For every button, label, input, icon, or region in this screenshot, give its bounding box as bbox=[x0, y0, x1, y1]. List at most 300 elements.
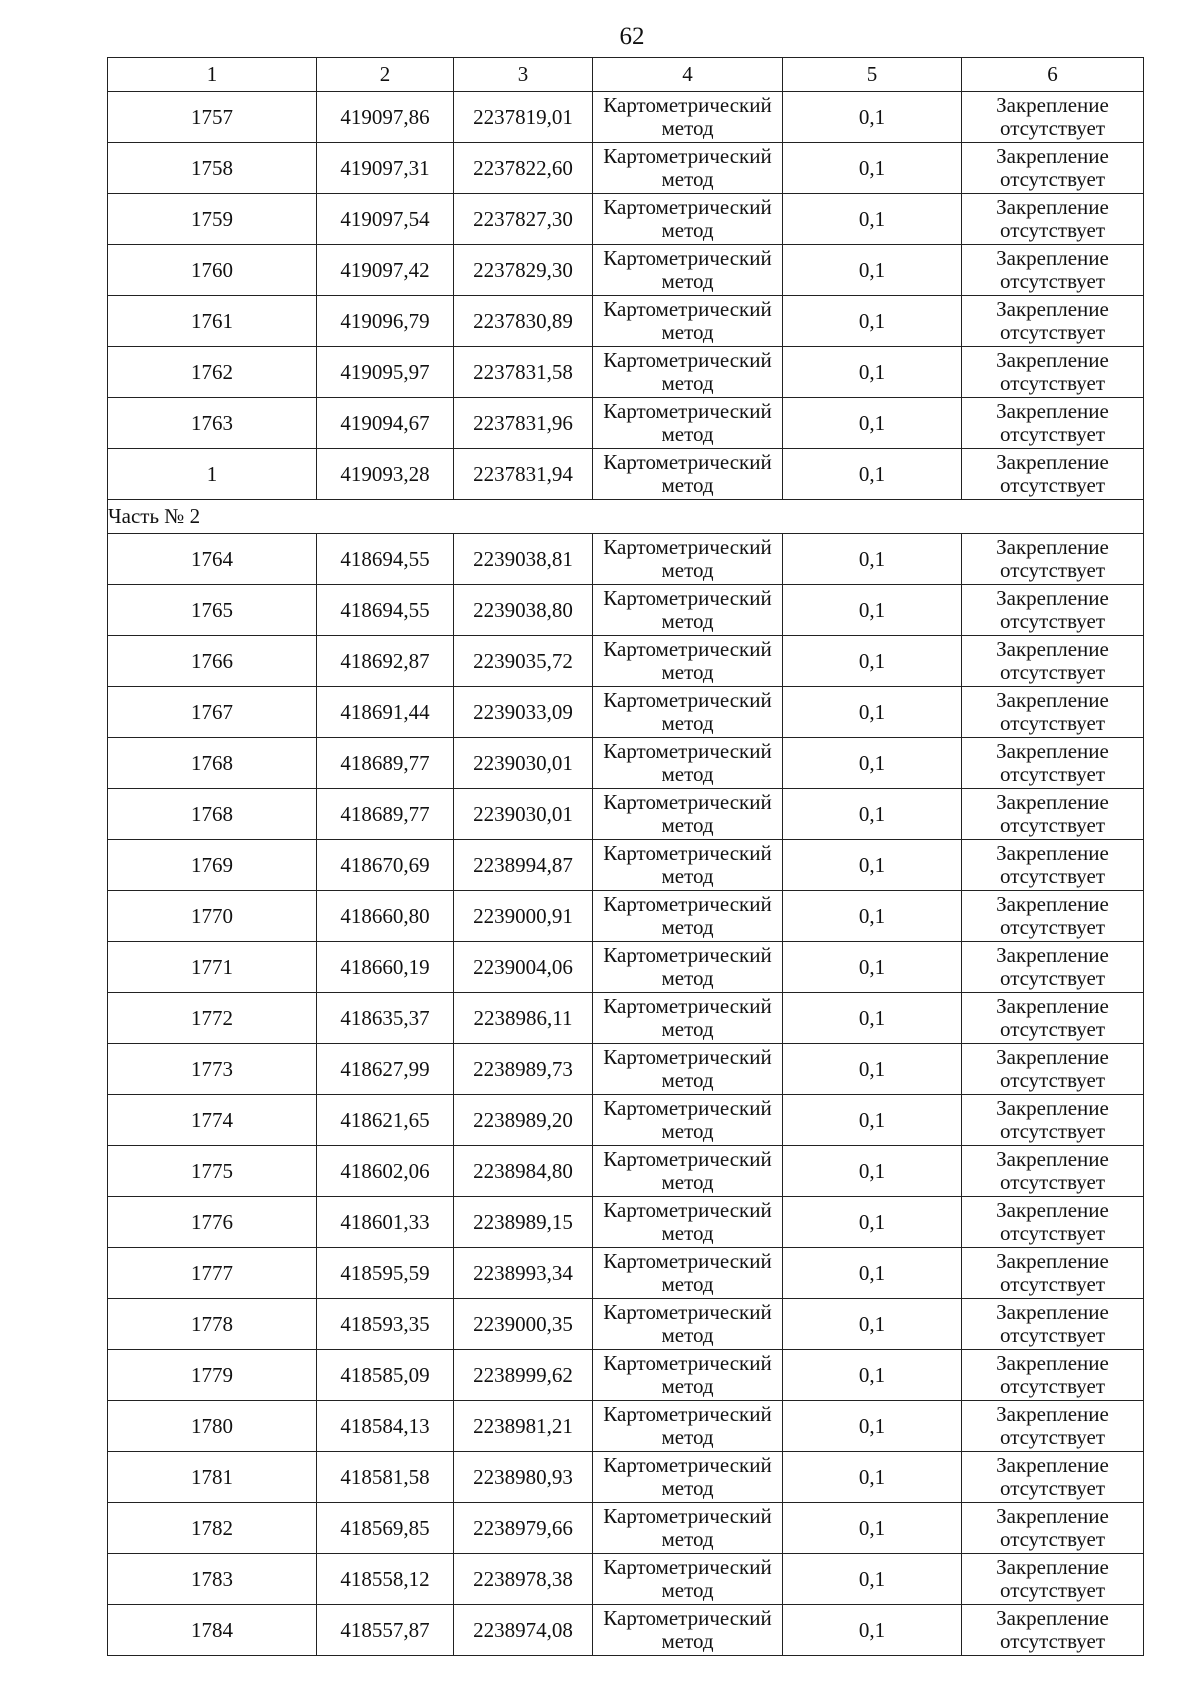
fixing-cell bbox=[962, 1605, 1144, 1656]
coordinate-y: 2238989,15 bbox=[454, 1197, 593, 1248]
method-cell bbox=[593, 1197, 783, 1248]
table-row bbox=[108, 789, 1144, 840]
point-number: 1777 bbox=[108, 1248, 317, 1299]
precision-cell: 0,1 bbox=[783, 1605, 962, 1656]
fixing-cell bbox=[962, 1197, 1144, 1248]
point-number: 1766 bbox=[108, 636, 317, 687]
fixing-cell bbox=[962, 398, 1144, 449]
table-row bbox=[108, 1248, 1144, 1299]
method-cell bbox=[593, 1146, 783, 1197]
method-cell bbox=[593, 143, 783, 194]
coordinate-x: 418694,55 bbox=[317, 534, 454, 585]
coordinate-x: 418621,65 bbox=[317, 1095, 454, 1146]
method-cell-line-2: метод bbox=[661, 371, 714, 395]
table-row bbox=[108, 1503, 1144, 1554]
precision-cell: 0,1 bbox=[783, 92, 962, 143]
coordinate-x: 418689,77 bbox=[317, 789, 454, 840]
coordinate-x: 419095,97 bbox=[317, 347, 454, 398]
fixing-cell-line-2: отсутствует bbox=[999, 813, 1106, 837]
precision-cell: 0,1 bbox=[783, 738, 962, 789]
table-row bbox=[108, 92, 1144, 143]
method-cell-line-2: метод bbox=[661, 167, 714, 191]
fixing-cell bbox=[962, 194, 1144, 245]
fixing-cell bbox=[962, 449, 1144, 500]
fixing-cell bbox=[962, 891, 1144, 942]
coordinate-x: 418660,80 bbox=[317, 891, 454, 942]
fixing-cell-line-1: Закрепление bbox=[996, 1402, 1109, 1426]
method-cell bbox=[593, 1095, 783, 1146]
point-number: 1771 bbox=[108, 942, 317, 993]
point-number: 1778 bbox=[108, 1299, 317, 1350]
method-cell-line-1: Картометрический bbox=[603, 1096, 772, 1120]
fixing-cell bbox=[962, 687, 1144, 738]
point-number: 1765 bbox=[108, 585, 317, 636]
column-header: 4 bbox=[593, 58, 783, 92]
fixing-cell-line-1: Закрепление bbox=[996, 637, 1109, 661]
method-cell bbox=[593, 296, 783, 347]
fixing-cell bbox=[962, 1554, 1144, 1605]
table-row bbox=[108, 296, 1144, 347]
fixing-cell-line-2: отсутствует bbox=[999, 1272, 1106, 1296]
point-number: 1770 bbox=[108, 891, 317, 942]
coordinate-y: 2239004,06 bbox=[454, 942, 593, 993]
fixing-cell-line-1: Закрепление bbox=[996, 739, 1109, 763]
method-cell bbox=[593, 1248, 783, 1299]
method-cell-line-2: метод bbox=[661, 116, 714, 140]
coordinate-x: 419097,86 bbox=[317, 92, 454, 143]
coordinate-y: 2238978,38 bbox=[454, 1554, 593, 1605]
method-cell-line-1: Картометрический bbox=[603, 195, 772, 219]
fixing-cell-line-2: отсутствует bbox=[999, 320, 1106, 344]
coordinate-x: 419097,42 bbox=[317, 245, 454, 296]
precision-cell: 0,1 bbox=[783, 194, 962, 245]
fixing-cell-line-2: отсутствует bbox=[999, 1629, 1106, 1653]
fixing-cell-line-1: Закрепление bbox=[996, 195, 1109, 219]
precision-cell: 0,1 bbox=[783, 1044, 962, 1095]
coordinate-x: 418689,77 bbox=[317, 738, 454, 789]
table-row bbox=[108, 1554, 1144, 1605]
method-cell-line-2: метод bbox=[661, 1170, 714, 1194]
fixing-cell bbox=[962, 636, 1144, 687]
method-cell-line-1: Картометрический bbox=[603, 943, 772, 967]
table-row bbox=[108, 143, 1144, 194]
fixing-cell bbox=[962, 245, 1144, 296]
point-number: 1761 bbox=[108, 296, 317, 347]
table-header-row bbox=[108, 58, 1144, 92]
method-cell bbox=[593, 789, 783, 840]
fixing-cell-line-1: Закрепление bbox=[996, 1198, 1109, 1222]
precision-cell: 0,1 bbox=[783, 398, 962, 449]
table-row bbox=[108, 993, 1144, 1044]
method-cell-line-1: Картометрический bbox=[603, 1606, 772, 1630]
coordinate-y: 2238989,73 bbox=[454, 1044, 593, 1095]
method-cell-line-2: метод bbox=[661, 915, 714, 939]
point-number: 1 bbox=[108, 449, 317, 500]
method-cell bbox=[593, 840, 783, 891]
table-row bbox=[108, 1452, 1144, 1503]
precision-cell: 0,1 bbox=[783, 1503, 962, 1554]
fixing-cell bbox=[962, 1401, 1144, 1452]
fixing-cell bbox=[962, 347, 1144, 398]
method-cell bbox=[593, 1299, 783, 1350]
fixing-cell-line-2: отсутствует bbox=[999, 1119, 1106, 1143]
method-cell bbox=[593, 1044, 783, 1095]
fixing-cell-line-1: Закрепление bbox=[996, 246, 1109, 270]
coordinate-x: 418584,13 bbox=[317, 1401, 454, 1452]
part-separator-row bbox=[108, 500, 1144, 534]
method-cell-line-1: Картометрический bbox=[603, 1555, 772, 1579]
fixing-cell bbox=[962, 789, 1144, 840]
fixing-cell bbox=[962, 92, 1144, 143]
part-label: Часть № 2 bbox=[108, 500, 1144, 534]
coordinate-x: 419097,31 bbox=[317, 143, 454, 194]
method-cell-line-1: Картометрический bbox=[603, 1504, 772, 1528]
precision-cell: 0,1 bbox=[783, 1299, 962, 1350]
method-cell-line-2: метод bbox=[661, 1017, 714, 1041]
fixing-cell-line-2: отсутствует bbox=[999, 1017, 1106, 1041]
precision-cell: 0,1 bbox=[783, 942, 962, 993]
precision-cell: 0,1 bbox=[783, 534, 962, 585]
table-row bbox=[108, 1197, 1144, 1248]
table-row bbox=[108, 245, 1144, 296]
method-cell bbox=[593, 534, 783, 585]
point-number: 1768 bbox=[108, 738, 317, 789]
fixing-cell-line-1: Закрепление bbox=[996, 688, 1109, 712]
fixing-cell bbox=[962, 840, 1144, 891]
fixing-cell-line-2: отсутствует bbox=[999, 1476, 1106, 1500]
fixing-cell-line-2: отсутствует bbox=[999, 1221, 1106, 1245]
method-cell-line-2: метод bbox=[661, 320, 714, 344]
fixing-cell bbox=[962, 738, 1144, 789]
coordinate-x: 418692,87 bbox=[317, 636, 454, 687]
point-number: 1782 bbox=[108, 1503, 317, 1554]
fixing-cell-line-1: Закрепление bbox=[996, 144, 1109, 168]
table-row bbox=[108, 449, 1144, 500]
point-number: 1768 bbox=[108, 789, 317, 840]
table-row bbox=[108, 1095, 1144, 1146]
fixing-cell-line-1: Закрепление bbox=[996, 297, 1109, 321]
fixing-cell-line-1: Закрепление bbox=[996, 93, 1109, 117]
point-number: 1781 bbox=[108, 1452, 317, 1503]
fixing-cell-line-2: отсутствует bbox=[999, 473, 1106, 497]
method-cell bbox=[593, 1503, 783, 1554]
fixing-cell bbox=[962, 993, 1144, 1044]
method-cell-line-1: Картометрический bbox=[603, 739, 772, 763]
table-row bbox=[108, 585, 1144, 636]
precision-cell: 0,1 bbox=[783, 1146, 962, 1197]
coordinate-x: 418670,69 bbox=[317, 840, 454, 891]
method-cell bbox=[593, 1605, 783, 1656]
table-row bbox=[108, 1299, 1144, 1350]
coordinate-x: 418694,55 bbox=[317, 585, 454, 636]
method-cell-line-2: метод bbox=[661, 660, 714, 684]
table-row bbox=[108, 1146, 1144, 1197]
coordinate-y: 2239038,80 bbox=[454, 585, 593, 636]
method-cell-line-2: метод bbox=[661, 864, 714, 888]
point-number: 1757 bbox=[108, 92, 317, 143]
table-row bbox=[108, 398, 1144, 449]
fixing-cell bbox=[962, 585, 1144, 636]
point-number: 1779 bbox=[108, 1350, 317, 1401]
coordinate-y: 2238974,08 bbox=[454, 1605, 593, 1656]
fixing-cell-line-1: Закрепление bbox=[996, 348, 1109, 372]
table-row bbox=[108, 942, 1144, 993]
point-number: 1764 bbox=[108, 534, 317, 585]
fixing-cell-line-2: отсутствует bbox=[999, 1374, 1106, 1398]
method-cell-line-2: метод bbox=[661, 422, 714, 446]
method-cell-line-1: Картометрический bbox=[603, 1402, 772, 1426]
coordinate-x: 418557,87 bbox=[317, 1605, 454, 1656]
method-cell-line-2: метод bbox=[661, 711, 714, 735]
method-cell-line-1: Картометрический bbox=[603, 246, 772, 270]
fixing-cell bbox=[962, 1452, 1144, 1503]
fixing-cell-line-1: Закрепление bbox=[996, 1045, 1109, 1069]
precision-cell: 0,1 bbox=[783, 1401, 962, 1452]
method-cell-line-2: метод bbox=[661, 1221, 714, 1245]
point-number: 1780 bbox=[108, 1401, 317, 1452]
precision-cell: 0,1 bbox=[783, 585, 962, 636]
fixing-cell-line-1: Закрепление bbox=[996, 790, 1109, 814]
method-cell-line-1: Картометрический bbox=[603, 1351, 772, 1375]
coordinate-y: 2237831,96 bbox=[454, 398, 593, 449]
method-cell-line-1: Картометрический bbox=[603, 688, 772, 712]
method-cell bbox=[593, 1401, 783, 1452]
fixing-cell-line-2: отсутствует bbox=[999, 167, 1106, 191]
method-cell bbox=[593, 245, 783, 296]
coordinate-x: 418601,33 bbox=[317, 1197, 454, 1248]
coordinates-table bbox=[107, 57, 1144, 1656]
method-cell-line-1: Картометрический bbox=[603, 1453, 772, 1477]
method-cell-line-2: метод bbox=[661, 1578, 714, 1602]
table-row bbox=[108, 1605, 1144, 1656]
method-cell bbox=[593, 891, 783, 942]
point-number: 1775 bbox=[108, 1146, 317, 1197]
method-cell-line-1: Картометрический bbox=[603, 348, 772, 372]
method-cell-line-1: Картометрический bbox=[603, 1147, 772, 1171]
coordinate-x: 418585,09 bbox=[317, 1350, 454, 1401]
coordinate-y: 2237827,30 bbox=[454, 194, 593, 245]
coordinate-y: 2238989,20 bbox=[454, 1095, 593, 1146]
method-cell bbox=[593, 738, 783, 789]
fixing-cell-line-1: Закрепление bbox=[996, 943, 1109, 967]
method-cell bbox=[593, 194, 783, 245]
method-cell-line-1: Картометрический bbox=[603, 399, 772, 423]
fixing-cell bbox=[962, 1044, 1144, 1095]
method-cell bbox=[593, 687, 783, 738]
coordinate-y: 2238981,21 bbox=[454, 1401, 593, 1452]
point-number: 1776 bbox=[108, 1197, 317, 1248]
coordinate-x: 419093,28 bbox=[317, 449, 454, 500]
method-cell-line-1: Картометрический bbox=[603, 297, 772, 321]
precision-cell: 0,1 bbox=[783, 891, 962, 942]
fixing-cell bbox=[962, 534, 1144, 585]
method-cell-line-2: метод bbox=[661, 1068, 714, 1092]
method-cell-line-1: Картометрический bbox=[603, 1045, 772, 1069]
method-cell bbox=[593, 585, 783, 636]
fixing-cell-line-1: Закрепление bbox=[996, 535, 1109, 559]
table-row bbox=[108, 636, 1144, 687]
table-row bbox=[108, 1401, 1144, 1452]
precision-cell: 0,1 bbox=[783, 1452, 962, 1503]
coordinate-y: 2238999,62 bbox=[454, 1350, 593, 1401]
method-cell-line-1: Картометрический bbox=[603, 892, 772, 916]
coordinate-x: 418627,99 bbox=[317, 1044, 454, 1095]
fixing-cell-line-1: Закрепление bbox=[996, 994, 1109, 1018]
page-number: 62 bbox=[619, 23, 645, 50]
method-cell bbox=[593, 449, 783, 500]
fixing-cell-line-2: отсутствует bbox=[999, 116, 1106, 140]
point-number: 1759 bbox=[108, 194, 317, 245]
coordinate-x: 419097,54 bbox=[317, 194, 454, 245]
fixing-cell-line-1: Закрепление bbox=[996, 450, 1109, 474]
precision-cell: 0,1 bbox=[783, 1095, 962, 1146]
coordinate-x: 418569,85 bbox=[317, 1503, 454, 1554]
method-cell-line-1: Картометрический bbox=[603, 1249, 772, 1273]
coordinate-y: 2239000,35 bbox=[454, 1299, 593, 1350]
method-cell-line-2: метод bbox=[661, 269, 714, 293]
fixing-cell-line-1: Закрепление bbox=[996, 841, 1109, 865]
method-cell-line-1: Картометрический bbox=[603, 790, 772, 814]
column-header: 1 bbox=[108, 58, 317, 92]
fixing-cell-line-2: отсутствует bbox=[999, 1425, 1106, 1449]
point-number: 1783 bbox=[108, 1554, 317, 1605]
coordinate-y: 2238979,66 bbox=[454, 1503, 593, 1554]
coordinate-y: 2239038,81 bbox=[454, 534, 593, 585]
precision-cell: 0,1 bbox=[783, 636, 962, 687]
fixing-cell bbox=[962, 942, 1144, 993]
method-cell-line-2: метод bbox=[661, 813, 714, 837]
method-cell-line-2: метод bbox=[661, 1374, 714, 1398]
point-number: 1772 bbox=[108, 993, 317, 1044]
point-number: 1784 bbox=[108, 1605, 317, 1656]
fixing-cell bbox=[962, 143, 1144, 194]
fixing-cell-line-1: Закрепление bbox=[996, 892, 1109, 916]
method-cell bbox=[593, 398, 783, 449]
coordinate-y: 2238980,93 bbox=[454, 1452, 593, 1503]
method-cell-line-2: метод bbox=[661, 218, 714, 242]
precision-cell: 0,1 bbox=[783, 1554, 962, 1605]
point-number: 1760 bbox=[108, 245, 317, 296]
precision-cell: 0,1 bbox=[783, 789, 962, 840]
fixing-cell-line-1: Закрепление bbox=[996, 1249, 1109, 1273]
coordinate-y: 2238993,34 bbox=[454, 1248, 593, 1299]
fixing-cell-line-1: Закрепление bbox=[996, 1504, 1109, 1528]
method-cell bbox=[593, 1452, 783, 1503]
fixing-cell-line-2: отсутствует bbox=[999, 762, 1106, 786]
fixing-cell-line-1: Закрепление bbox=[996, 1453, 1109, 1477]
fixing-cell-line-2: отсутствует bbox=[999, 915, 1106, 939]
precision-cell: 0,1 bbox=[783, 143, 962, 194]
coordinate-x: 418581,58 bbox=[317, 1452, 454, 1503]
fixing-cell bbox=[962, 1299, 1144, 1350]
coordinate-x: 419094,67 bbox=[317, 398, 454, 449]
fixing-cell bbox=[962, 296, 1144, 347]
column-header: 5 bbox=[783, 58, 962, 92]
coordinate-y: 2239000,91 bbox=[454, 891, 593, 942]
method-cell-line-1: Картометрический bbox=[603, 535, 772, 559]
method-cell-line-2: метод bbox=[661, 1425, 714, 1449]
coordinate-x: 419096,79 bbox=[317, 296, 454, 347]
column-header: 2 bbox=[317, 58, 454, 92]
point-number: 1769 bbox=[108, 840, 317, 891]
method-cell bbox=[593, 1554, 783, 1605]
method-cell-line-2: метод bbox=[661, 1323, 714, 1347]
fixing-cell-line-2: отсутствует bbox=[999, 1527, 1106, 1551]
method-cell-line-1: Картометрический bbox=[603, 637, 772, 661]
fixing-cell-line-2: отсутствует bbox=[999, 609, 1106, 633]
coordinate-y: 2237831,58 bbox=[454, 347, 593, 398]
method-cell bbox=[593, 942, 783, 993]
method-cell-line-2: метод bbox=[661, 558, 714, 582]
method-cell-line-1: Картометрический bbox=[603, 144, 772, 168]
fixing-cell-line-2: отсутствует bbox=[999, 269, 1106, 293]
method-cell-line-2: метод bbox=[661, 1476, 714, 1500]
fixing-cell-line-2: отсутствует bbox=[999, 558, 1106, 582]
table-row bbox=[108, 347, 1144, 398]
method-cell-line-1: Картометрический bbox=[603, 841, 772, 865]
method-cell-line-2: метод bbox=[661, 609, 714, 633]
method-cell bbox=[593, 347, 783, 398]
method-cell-line-2: метод bbox=[661, 1272, 714, 1296]
fixing-cell-line-2: отсутствует bbox=[999, 1578, 1106, 1602]
method-cell-line-2: метод bbox=[661, 966, 714, 990]
precision-cell: 0,1 bbox=[783, 840, 962, 891]
method-cell-line-2: метод bbox=[661, 1629, 714, 1653]
table-row bbox=[108, 534, 1144, 585]
coordinate-x: 418602,06 bbox=[317, 1146, 454, 1197]
fixing-cell-line-2: отсутствует bbox=[999, 966, 1106, 990]
method-cell-line-1: Картометрический bbox=[603, 1198, 772, 1222]
method-cell bbox=[593, 993, 783, 1044]
fixing-cell bbox=[962, 1146, 1144, 1197]
coordinate-y: 2238986,11 bbox=[454, 993, 593, 1044]
method-cell-line-1: Картометрический bbox=[603, 586, 772, 610]
coordinate-x: 418558,12 bbox=[317, 1554, 454, 1605]
coordinate-y: 2237831,94 bbox=[454, 449, 593, 500]
point-number: 1774 bbox=[108, 1095, 317, 1146]
table-row bbox=[108, 687, 1144, 738]
fixing-cell bbox=[962, 1248, 1144, 1299]
fixing-cell-line-2: отсутствует bbox=[999, 660, 1106, 684]
fixing-cell-line-1: Закрепление bbox=[996, 1147, 1109, 1171]
method-cell bbox=[593, 92, 783, 143]
fixing-cell-line-1: Закрепление bbox=[996, 1555, 1109, 1579]
coordinate-y: 2238994,87 bbox=[454, 840, 593, 891]
fixing-cell bbox=[962, 1503, 1144, 1554]
fixing-cell-line-1: Закрепление bbox=[996, 1096, 1109, 1120]
coordinate-y: 2238984,80 bbox=[454, 1146, 593, 1197]
fixing-cell-line-1: Закрепление bbox=[996, 586, 1109, 610]
coordinate-y: 2237829,30 bbox=[454, 245, 593, 296]
point-number: 1763 bbox=[108, 398, 317, 449]
coordinate-x: 418595,59 bbox=[317, 1248, 454, 1299]
table-row bbox=[108, 194, 1144, 245]
fixing-cell-line-2: отсутствует bbox=[999, 218, 1106, 242]
table-row bbox=[108, 1044, 1144, 1095]
coordinate-y: 2239030,01 bbox=[454, 789, 593, 840]
coordinate-y: 2237822,60 bbox=[454, 143, 593, 194]
fixing-cell-line-2: отсутствует bbox=[999, 864, 1106, 888]
fixing-cell-line-2: отсутствует bbox=[999, 1068, 1106, 1092]
fixing-cell-line-2: отсутствует bbox=[999, 1323, 1106, 1347]
coordinate-y: 2239035,72 bbox=[454, 636, 593, 687]
fixing-cell-line-2: отсутствует bbox=[999, 1170, 1106, 1194]
coordinate-y: 2237819,01 bbox=[454, 92, 593, 143]
coordinate-x: 418593,35 bbox=[317, 1299, 454, 1350]
coordinate-x: 418691,44 bbox=[317, 687, 454, 738]
coordinate-x: 418635,37 bbox=[317, 993, 454, 1044]
method-cell bbox=[593, 1350, 783, 1401]
